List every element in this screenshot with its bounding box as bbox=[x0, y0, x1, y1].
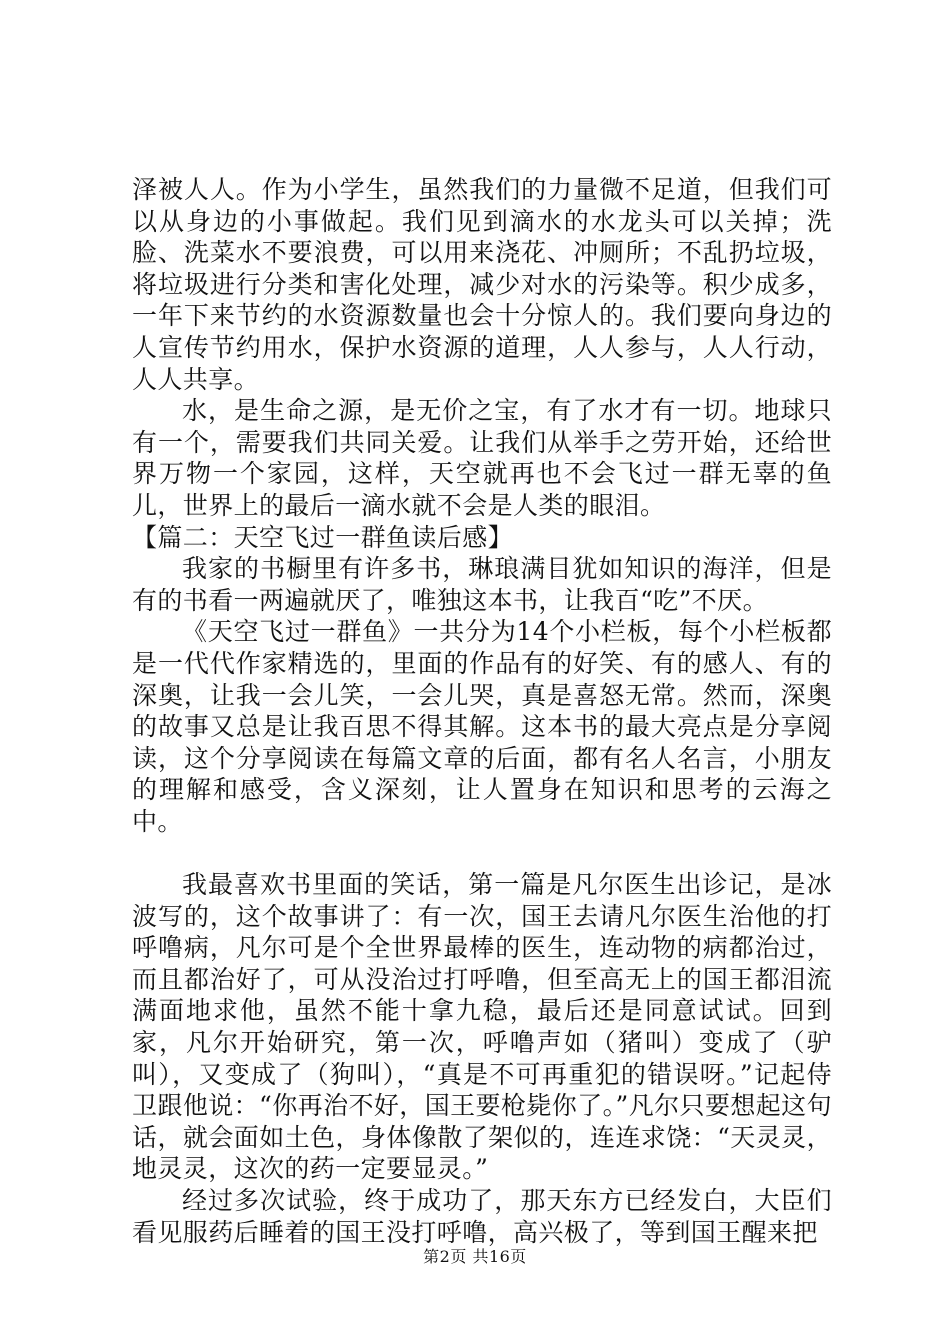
page-number-footer: 第2页 共16页 bbox=[423, 1247, 527, 1266]
paragraph-gap bbox=[132, 837, 832, 869]
paragraph-experiment: 经过多次试验，终于成功了，那天东方已经发白，大臣们看见服药后睡着的国王没打呼噜，高兴极了，等到国王醒来把 bbox=[132, 1186, 832, 1247]
paragraph-favorite-story: 我最喜欢书里面的笑话，第一篇是凡尔医生出诊记，是冰波写的，这个故事讲了：有一次，国王去请凡尔医生治他的打呼噜病，凡尔可是个全世界最棒的医生，连动物的病都治过，而且都治好了，可从没治过打呼噜，但至高无上的国王都泪流满面地求他，虽然不能十拿九稳，最后还是同意试试。回到家，凡尔开始研究，第一次，呼噜声如（猪叫）变成了（驴叫），又变成了（狗叫），“真是不可再重犯的错误呀。”记起侍卫跟他说：“你再治不好，国王要枪毙你了。”凡尔只要想起这句话，就会面如土色，身体像散了架似的，连连求饶：“天灵灵，地灵灵，这次的药一定要显灵。” bbox=[132, 870, 832, 1184]
paragraph-continuation: 泽被人人。作为小学生，虽然我们的力量微不足道，但我们可以从身边的小事做起。我们见到滴水的水龙头可以关掉；洗脸、洗菜水不要浪费，可以用来浇花、冲厕所；不乱扔垃圾，将垃圾进行分类和害化处理，减少对水的污染等。积少成多，一年下来节约的水资源数量也会十分惊人的。我们要向身边的人宣传节约用水，保护水资源的道理，人人参与，人人行动，人人共享。 bbox=[132, 175, 832, 394]
paragraph-water-source: 水，是生命之源，是无价之宝，有了水才有一切。地球只有一个，需要我们共同关爱。让我们从举手之劳开始，还给世界万物一个家园，这样，天空就再也不会飞过一群无辜的鱼儿，世界上的最后一滴水就不会是人类的眼泪。 bbox=[132, 396, 832, 520]
document-body bbox=[132, 174, 832, 1248]
section-heading: 【篇二：天空飞过一群鱼读后感】 bbox=[132, 522, 514, 552]
paragraph-book-overview: 《天空飞过一群鱼》一共分为14个小栏板，每个小栏板都是一代代作家精选的，里面的作品有的好笑、有的感人、有的深奥，让我一会儿笑，一会儿哭，真是喜怒无常。然而，深奥的故事又总是让我百思不得其解。这本书的最大亮点是分享阅读，这个分享阅读在每篇文章的后面，都有名人名言，小朋友的理解和感受，含义深刻，让人置身在知识和思考的云海之中。 bbox=[132, 617, 832, 836]
paragraph-bookshelf: 我家的书橱里有许多书，琳琅满目犹如知识的海洋，但是有的书看一两遍就厌了，唯独这本书，让我百“吃”不厌。 bbox=[132, 554, 832, 615]
